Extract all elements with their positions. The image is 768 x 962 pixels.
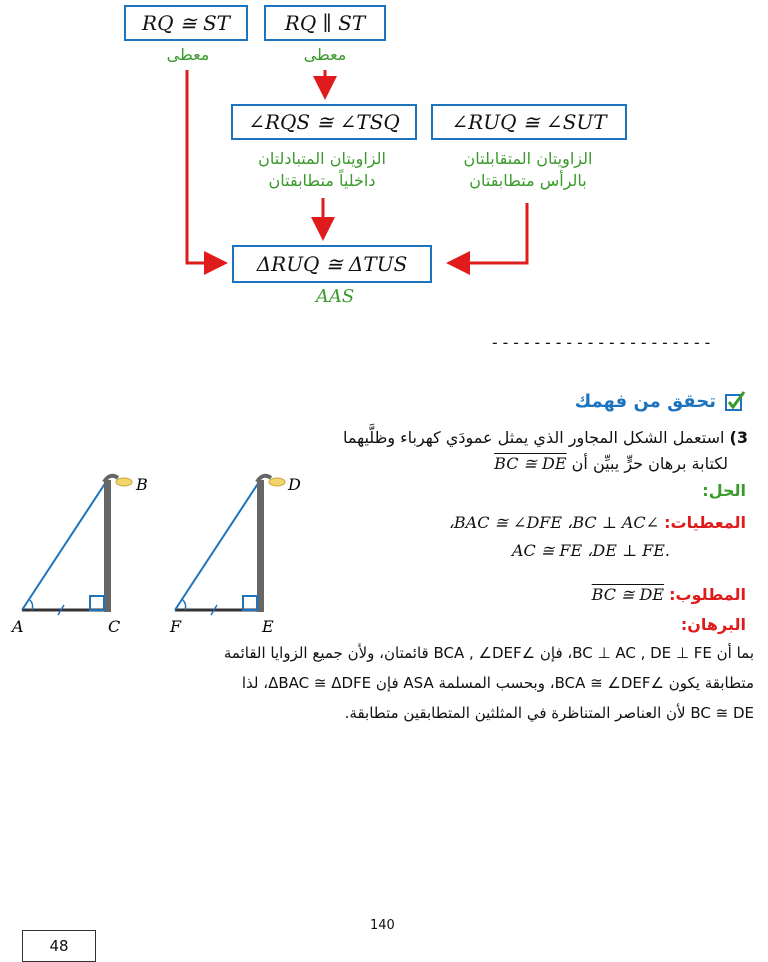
label-F: F (170, 617, 182, 636)
problem-line1 (343, 425, 748, 451)
given-line1 (449, 510, 746, 536)
given-math2: .AC ≅ FE ،DE ⊥ FE (511, 541, 670, 560)
reason-vertical (438, 148, 618, 192)
aas-label: AAS (315, 286, 355, 307)
poles-figure (0, 470, 310, 660)
solution-label: الحل: (702, 481, 746, 500)
triangle-congruence-box: ΔRUQ ≅ ΔTUS (232, 245, 432, 283)
given-label-left: معطى (166, 45, 210, 64)
reason-vertical-line2: بالرأس متطابقتان (469, 171, 587, 190)
page-number-box-text: 48 (49, 937, 69, 955)
given-segment-parallel-box: RQ ∥ ST (264, 5, 386, 41)
page-number-center: 140 (370, 918, 395, 933)
label-C: C (108, 617, 121, 636)
right-pole-triangle (175, 476, 285, 615)
problem-text2: لكتابة برهان حرٍّ يبيِّن أن (571, 454, 728, 473)
alt-interior-angles-box: ∠RQS ≅ ∠TSQ (231, 104, 417, 140)
vertical-angles-box: ∠RUQ ≅ ∠SUT (431, 104, 627, 140)
given-segment-congruent-box: RQ ≅ ST (124, 5, 248, 41)
given-label-right: معطى (303, 45, 347, 64)
problem-math: BC ≅ DE (494, 454, 567, 473)
given-label: المعطيات: (664, 513, 746, 532)
reason-alt-interior (232, 148, 412, 192)
check-heading (575, 390, 746, 412)
proof-line1: بما أن BC ⊥ AC , DE ⊥ FE، فإن ∠BCA , ∠DEF قائمتان، ولأن جميع الزوايا القائمة (223, 644, 754, 662)
label-E: E (262, 617, 274, 636)
page-number-box (22, 930, 96, 962)
required-line (592, 582, 746, 608)
problem-line2 (494, 451, 728, 477)
problem-number: 3) (729, 428, 748, 447)
label-B: B (136, 475, 148, 494)
reason-vertical-line1: الزاويتان المتقابلتان (463, 149, 593, 168)
given-math1: ∠BAC ≅ ∠DFE ،BC ⊥ AC، (448, 513, 660, 532)
reason-alt-interior-line2: داخلياً متطابقتان (268, 171, 376, 190)
proof-label: البرهان: (680, 615, 746, 634)
left-pole-triangle (22, 476, 132, 615)
reason-alt-interior-line1: الزاويتان المتبادلتان (258, 149, 386, 168)
check-title: تحقق من فهمك (574, 390, 716, 412)
required-math: BC ≅ DE (591, 585, 665, 604)
checkbox-icon (724, 390, 746, 412)
proof-line3: BC ≅ DE لأن العناصر المتناظرة في المثلثين المتطابقين متطابقة. (344, 704, 754, 722)
separator-dashes: --------------------- (490, 333, 714, 352)
label-A: A (12, 617, 24, 636)
problem-text1: استعمل الشكل المجاور الذي يمثل عمودَي كهرباء وظلَّيهما (342, 428, 725, 447)
given-line2 (512, 538, 670, 564)
required-label: المطلوب: (669, 585, 746, 604)
proof-line2: متطابقة يكون ∠BCA ≅ ∠DEF، وبحسب المسلمة ASA فإن ΔBAC ≅ ΔDFE، لذا (241, 674, 754, 692)
label-D: D (288, 475, 301, 494)
